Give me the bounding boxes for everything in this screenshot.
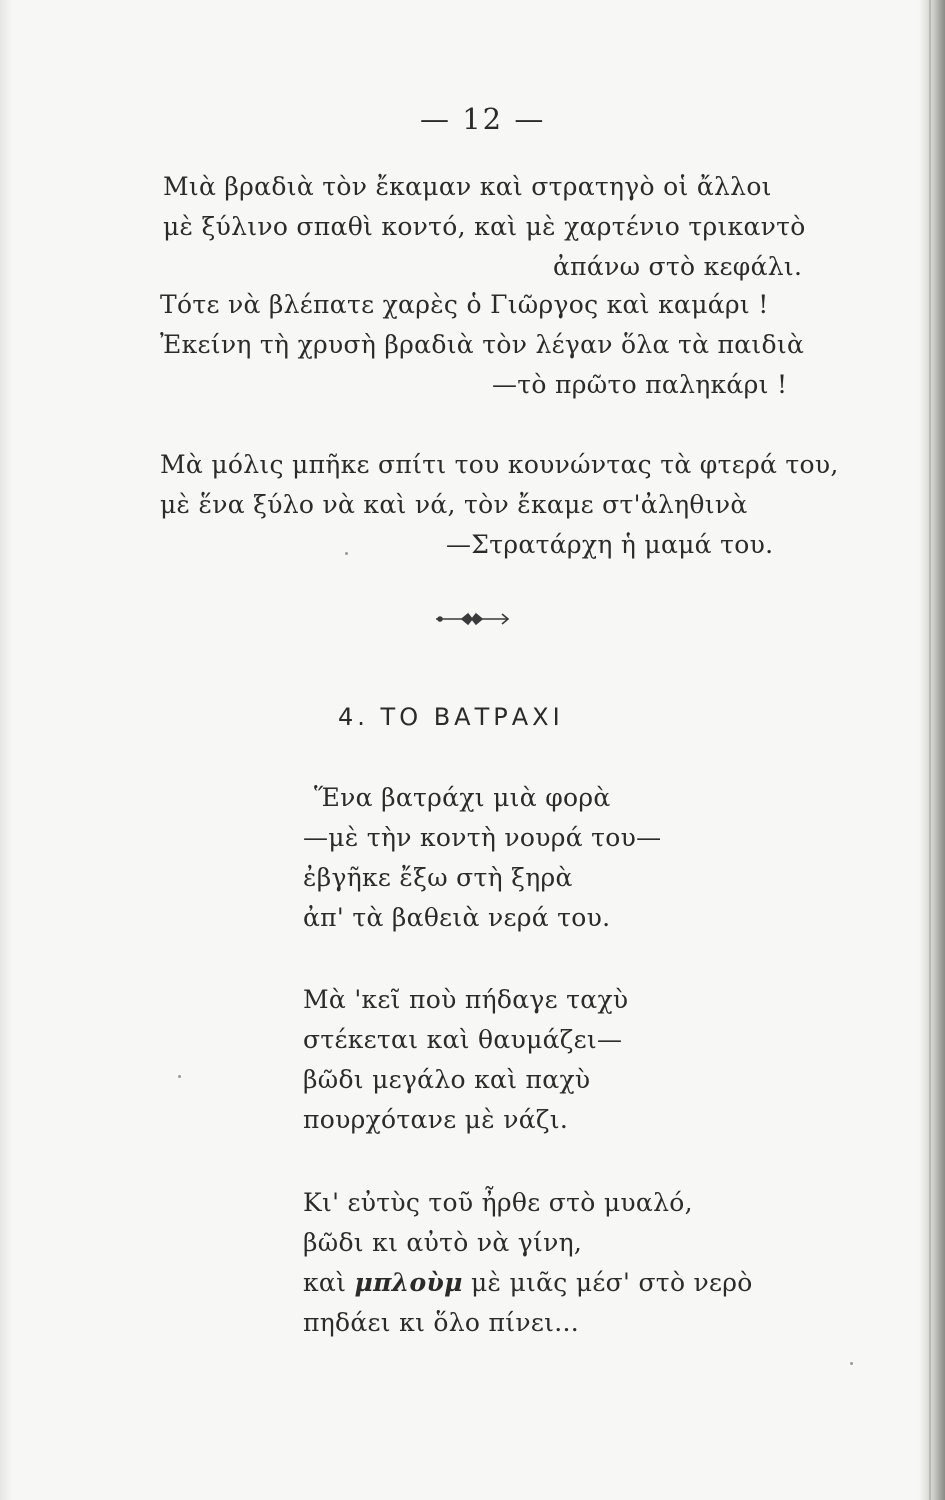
poem-line: στέκεται καὶ θαυμάζει—: [303, 1025, 623, 1054]
text-line: Τότε νὰ βλέπατε χαρὲς ὁ Γιῶργος καὶ καμάρι !: [160, 290, 769, 319]
text-line: μὲ ἕνα ξύλο νὰ καὶ νά, τὸν ἔκαμε στ'ἀληθινὰ: [160, 490, 748, 519]
poem-line: Κι' εὐτὺς τοῦ ἦρθε στὸ μυαλό,: [303, 1188, 693, 1217]
poem-line: πουρχότανε μὲ νάζι.: [303, 1105, 569, 1134]
text-line: —τὸ πρῶτο παληκάρι !: [492, 370, 788, 399]
text-line: ἀπάνω στὸ κεφάλι.: [553, 252, 803, 281]
poem-line: βῶδι κι αὐτὸ νὰ γίνη,: [303, 1228, 583, 1257]
text-line: Μὰ μόλις μπῆκε σπίτι του κουνώντας τὰ φτερά του,: [160, 450, 839, 479]
scan-speck: [345, 552, 348, 555]
poem-line: Μὰ 'κεῖ ποὺ πήδαγε ταχὺ: [303, 985, 629, 1014]
poem-title: 4. ΤΟ ΒΑΤΡΑΧΙ: [338, 703, 564, 731]
poem-line: —μὲ τὴν κοντὴ νουρά του—: [303, 823, 662, 852]
poem-line: ἐβγῆκε ἔξω στὴ ξηρὰ: [303, 863, 573, 892]
text-line: —Στρατάρχη ἡ μαμά του.: [446, 530, 774, 559]
poem-line: [303, 1268, 753, 1297]
poem-word: μὲ μιᾶς μέσ' στὸ νερὸ: [470, 1268, 753, 1297]
scan-speck: [178, 1075, 181, 1078]
page-number: — 12 —: [420, 102, 546, 136]
text-line: Μιὰ βραδιὰ τὸν ἔκαμαν καὶ στρατηγὸ οἱ ἄλλοι: [163, 172, 772, 201]
poem-line: βῶδι μεγάλο καὶ παχὺ: [303, 1065, 591, 1094]
ornament-divider-icon: [432, 608, 512, 630]
poem-line: ἀπ' τὰ βαθειὰ νερά του.: [303, 903, 611, 932]
text-line: Ἐκείνη τὴ χρυσὴ βραδιὰ τὸν λέγαν ὅλα τὰ παιδιὰ: [160, 330, 805, 359]
page-gutter-shade: [0, 0, 12, 1500]
poem-line: Ἕνα βατράχι μιὰ φορὰ: [314, 783, 611, 812]
poem-emphasis-word: μπλοὺμ: [354, 1268, 463, 1297]
page-edge-shadow: [919, 0, 945, 1500]
text-line: μὲ ξύλινο σπαθὶ κοντό, καὶ μὲ χαρτένιο τρικαντὸ: [163, 212, 806, 241]
page-edge-line: [929, 0, 931, 1500]
scan-speck: [850, 1362, 853, 1365]
poem-word: καὶ: [303, 1268, 347, 1297]
poem-line: πηδάει κι ὅλο πίνει...: [303, 1308, 579, 1337]
